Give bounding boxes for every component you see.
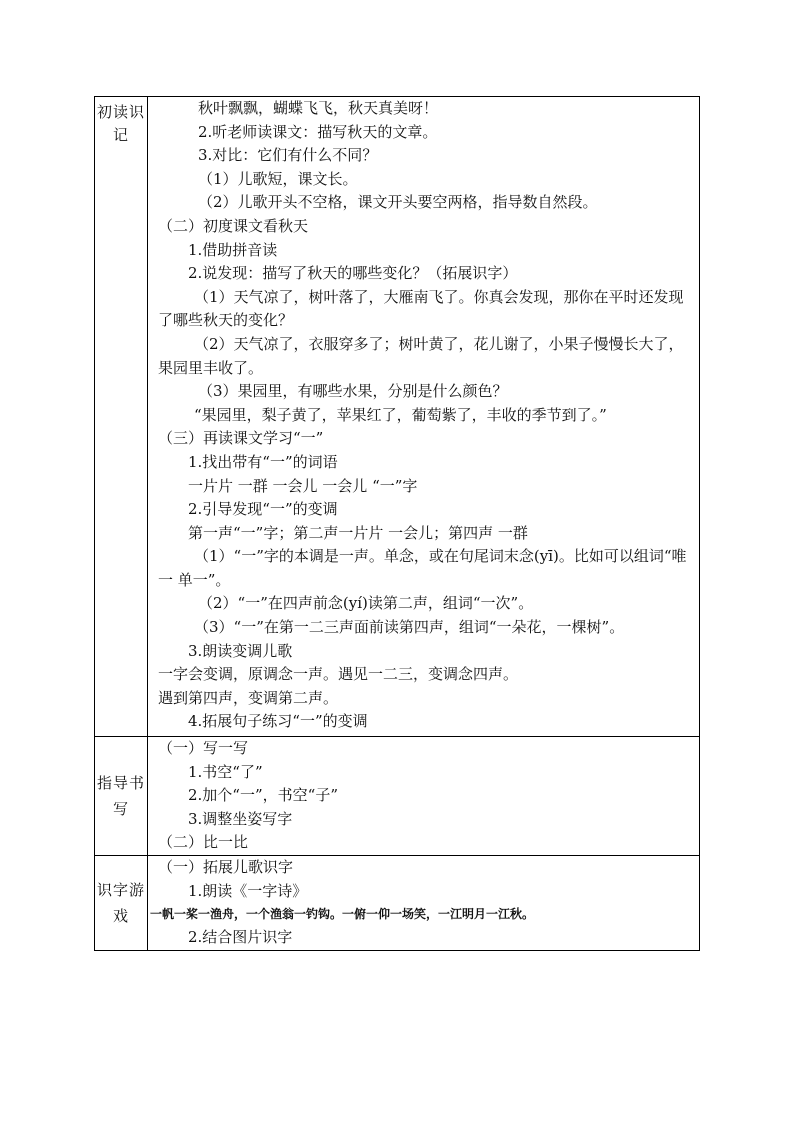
poem-line: 一帆一桨一渔舟，一个渔翁一钓钩。一俯一仰一场笑，一江明月一江秋。 bbox=[150, 907, 535, 922]
section-label: 识字游戏 bbox=[96, 880, 145, 925]
text-line: 3.调整坐姿写字 bbox=[188, 809, 293, 828]
section-row-game bbox=[95, 856, 700, 951]
text-line: 1.朗读《一字诗》 bbox=[188, 881, 308, 900]
section-content bbox=[148, 97, 700, 737]
text-line: 2.听老师读课文：描写秋天的文章。 bbox=[198, 122, 438, 141]
text-line: 3.对比：它们有什么不同？ bbox=[198, 146, 378, 165]
text-line: 3.朗读变调儿歌 bbox=[188, 641, 293, 660]
lesson-plan-table bbox=[94, 96, 700, 951]
text-line: （一）写一写 bbox=[158, 739, 249, 758]
text-paragraph: （3）“一”在第一二三声面前读第四声，组词“一朵花，一棵树”。 bbox=[194, 618, 625, 637]
text-line: 4.拓展句子练习“一”的变调 bbox=[188, 712, 368, 731]
section-row-writing bbox=[95, 737, 700, 856]
text-line: （2）儿歌开头不空格，课文开头要空两格，指导数自然段。 bbox=[198, 193, 598, 212]
text-paragraph: （2）天气凉了，衣服穿多了；树叶黄了，花儿谢了，小果子慢慢长大了，果园里丰收了。 bbox=[158, 334, 684, 377]
text-line: 秋叶飘飘，蝴蝶飞飞，秋天真美呀！ bbox=[198, 99, 439, 117]
text-line: 2.加个“一”，书空“子” bbox=[188, 786, 338, 805]
text-line: （1）儿歌短，课文长。 bbox=[198, 169, 358, 188]
section-label: 初读识记 bbox=[96, 103, 145, 144]
section-label-cell bbox=[95, 856, 148, 951]
text-line: 第一声“一”字；第二声一片片 一会儿；第四声 一群 bbox=[188, 523, 528, 542]
text-paragraph: （1）“一”字的本调是一声。单念，或在句尾词末念(yī)。比如可以组词“唯一 单一”。 bbox=[158, 547, 687, 589]
text-paragraph: （1）天气凉了，树叶落了，大雁南飞了。你真会发现，那你在平时还发现了哪些秋天的变化？ bbox=[158, 287, 684, 330]
text-line: 1.找出带有“一”的词语 bbox=[188, 452, 338, 471]
text-line: 1.书空“了” bbox=[188, 762, 263, 781]
section-label: 指导书写 bbox=[96, 774, 145, 819]
text-line: 1.借助拼音读 bbox=[188, 240, 278, 259]
text-line: 一字会变调，原调念一声。遇见一二三，变调念四声。 bbox=[158, 665, 519, 684]
text-line: 2.说发现：描写了秋天的哪些变化？（拓展识字） bbox=[188, 264, 518, 283]
section-content bbox=[148, 856, 700, 951]
section-label-cell bbox=[95, 737, 148, 856]
section-row-reading bbox=[95, 97, 700, 737]
text-paragraph: “果园里，梨子黄了，苹果红了，葡萄紫了，丰收的季节到了。” bbox=[194, 405, 607, 424]
text-line: （2）“一”在四声前念(yí)读第二声，组词“一次”。 bbox=[198, 594, 534, 613]
text-line: 2.引导发现“一”的变调 bbox=[188, 500, 338, 519]
text-line: 2.结合图片识字 bbox=[188, 928, 293, 947]
text-line: （二）初度课文看秋天 bbox=[158, 216, 309, 235]
text-line: （三）再读课文学习“一” bbox=[158, 429, 324, 448]
text-line: （二）比一比 bbox=[158, 833, 249, 852]
text-line: （一）拓展儿歌识字 bbox=[158, 858, 294, 876]
section-label-cell bbox=[95, 97, 148, 737]
text-line: （3）果园里，有哪些水果，分别是什么颜色？ bbox=[198, 382, 508, 401]
text-line: 遇到第四声，变调第二声。 bbox=[158, 688, 339, 707]
text-line: 一片片 一群 一会儿 一会儿 “一”字 bbox=[188, 476, 418, 495]
section-content bbox=[148, 737, 700, 856]
